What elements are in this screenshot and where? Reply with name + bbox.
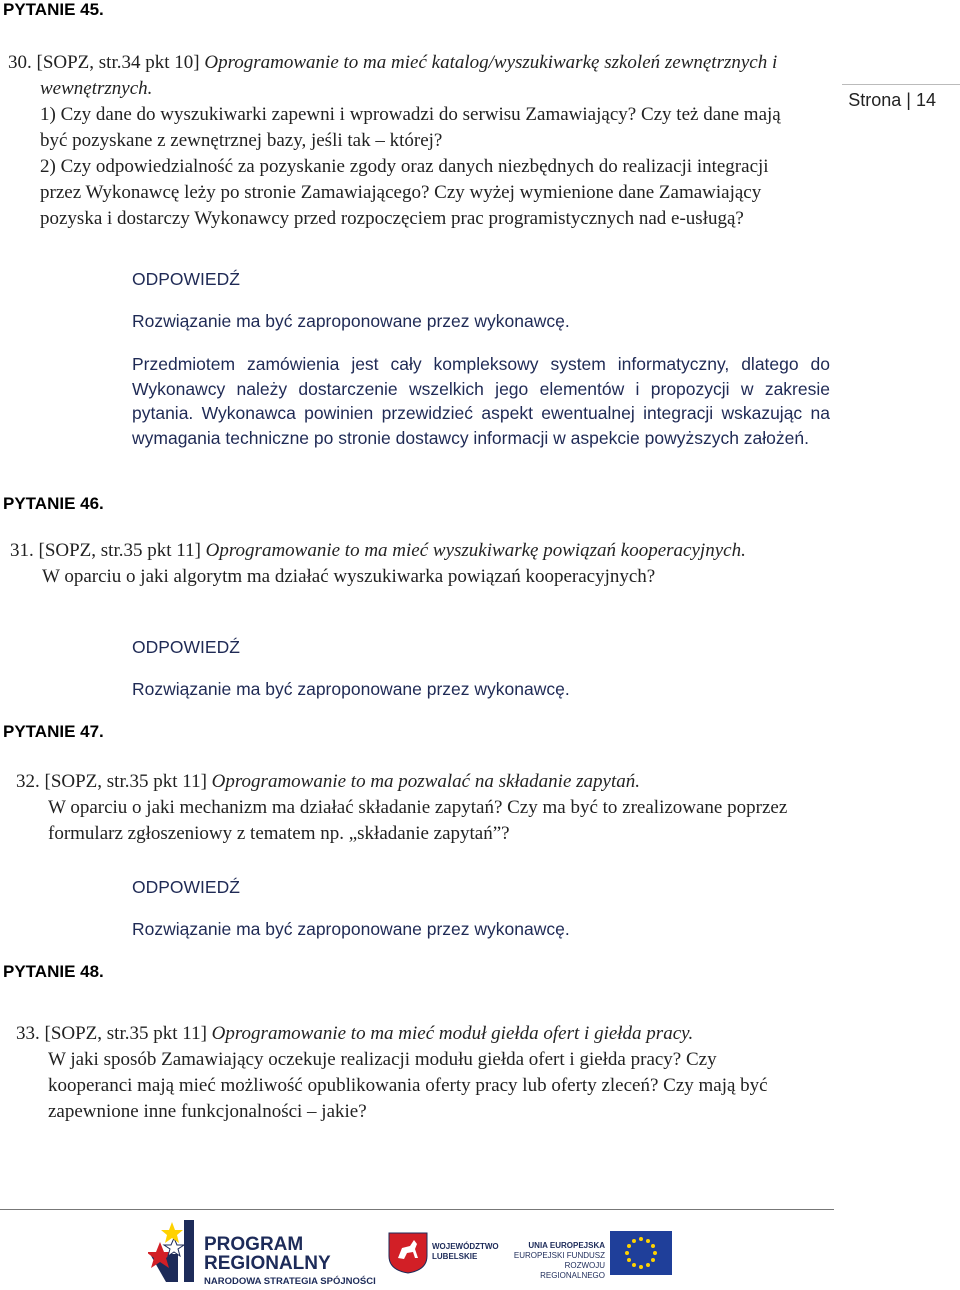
scan-line: 1) Czy dane do wyszukiwarki zapewni i wprowadzi do serwisu Zamawiający? Czy też dane mają <box>40 104 781 125</box>
scan-line: W jaki sposób Zamawiający oczekuje realizacji modułu giełda ofert i giełda pracy? Czy <box>48 1049 717 1070</box>
unia-europejska-text: UNIA EUROPEJSKA EUROPEJSKI FUNDUSZ ROZWOJU REGIONALNEGO <box>513 1241 605 1280</box>
scan-line: 33. [SOPZ, str.35 pkt 11] Oprogramowanie to ma mieć moduł giełda ofert i giełda pracy. <box>16 1023 694 1044</box>
program-regionalny-text: PROGRAM REGIONALNY NARODOWA STRATEGIA SPÓJNOŚCI <box>204 1234 376 1287</box>
question-scan-48 <box>16 1021 768 1125</box>
page-number: Strona | 14 <box>848 90 936 110</box>
scan-line: pozyska i dostarczy Wykonawcy przed rozpoczęciem prac programistycznych nad e-usługą? <box>40 208 744 229</box>
scan-line: W oparciu o jaki mechanizm ma działać składanie zapytań? Czy ma być to zrealizowane poprzez <box>48 797 788 818</box>
scan-line: 32. [SOPZ, str.35 pkt 11] Oprogramowanie to ma pozwalać na składanie zapytań. <box>16 771 641 792</box>
answer-paragraph-45: Przedmiotem zamówienia jest cały kompleksowy system informatyczny, dlatego do Wykonawcy należy dostarczenie wszelkich jego elementów i propozycji w zakresie pytania. Wykonawca powinien przewidzieć aspekt ewentualnej integracji wskazując na wymagania techniczne po stronie dostawcy informacji w aspekcie powyższych założeń. <box>132 354 830 448</box>
scan-line: być pozyskane z zewnętrznej bazy, jeśli tak – której? <box>40 130 443 151</box>
question-scan-45 <box>8 50 781 232</box>
answer-text-47: Rozwiązanie ma być zaproponowane przez wykonawcę. <box>132 919 570 939</box>
header-rule <box>842 84 960 85</box>
program-regionalny-logo-icon <box>148 1218 208 1284</box>
scan-line: przez Wykonawcę leży po stronie Zamawiającego? Czy wyżej wymienione dane Zamawiający <box>40 182 762 203</box>
scan-line: formularz zgłoszeniowy z tematem np. „składanie zapytań”? <box>48 823 510 844</box>
page-number-value: 14 <box>915 90 936 110</box>
question-heading-47: PYTANIE 47. <box>3 722 104 741</box>
eu-flag-icon <box>610 1231 672 1275</box>
answer-text-46: Rozwiązanie ma być zaproponowane przez wykonawcę. <box>132 679 570 699</box>
scan-line: zapewnione inne funkcjonalności – jakie? <box>48 1101 367 1122</box>
scan-line: 31. [SOPZ, str.35 pkt 11] Oprogramowanie to ma mieć wyszukiwarkę powiązań kooperacyjnych. <box>10 540 746 561</box>
answer-text-45: Rozwiązanie ma być zaproponowane przez wykonawcę. <box>132 311 570 331</box>
question-heading-45: PYTANIE 45. <box>3 0 104 19</box>
scan-line: wewnętrznych. <box>40 78 153 99</box>
question-scan-47 <box>16 769 787 847</box>
question-heading-48: PYTANIE 48. <box>3 962 104 981</box>
question-scan-46 <box>10 538 746 590</box>
answer-label-47: ODPOWIEDŹ <box>132 877 240 897</box>
lubelskie-coat-of-arms-icon <box>388 1232 428 1274</box>
wojewodztwo-lubelskie-text: WOJEWÓDZTWO LUBELSKIE <box>432 1242 499 1261</box>
answer-label-46: ODPOWIEDŹ <box>132 637 240 657</box>
page-label: Strona <box>848 90 902 110</box>
scan-line: 30. [SOPZ, str.34 pkt 10] Oprogramowanie to ma mieć katalog/wyszukiwarkę szkoleń zewnętrznych i <box>8 52 778 73</box>
scan-line: kooperanci mają mieć możliwość opublikowania oferty pracy lub oferty zleceń? Czy mają być <box>48 1075 768 1096</box>
scan-line: W oparciu o jaki algorytm ma działać wyszukiwarka powiązań kooperacyjnych? <box>42 566 656 587</box>
question-heading-46: PYTANIE 46. <box>3 494 104 513</box>
footer-rule <box>0 1209 834 1210</box>
answer-label-45: ODPOWIEDŹ <box>132 269 240 289</box>
scan-line: 2) Czy odpowiedzialność za pozyskanie zgody oraz danych niezbędnych do realizacji integracji <box>40 156 769 177</box>
